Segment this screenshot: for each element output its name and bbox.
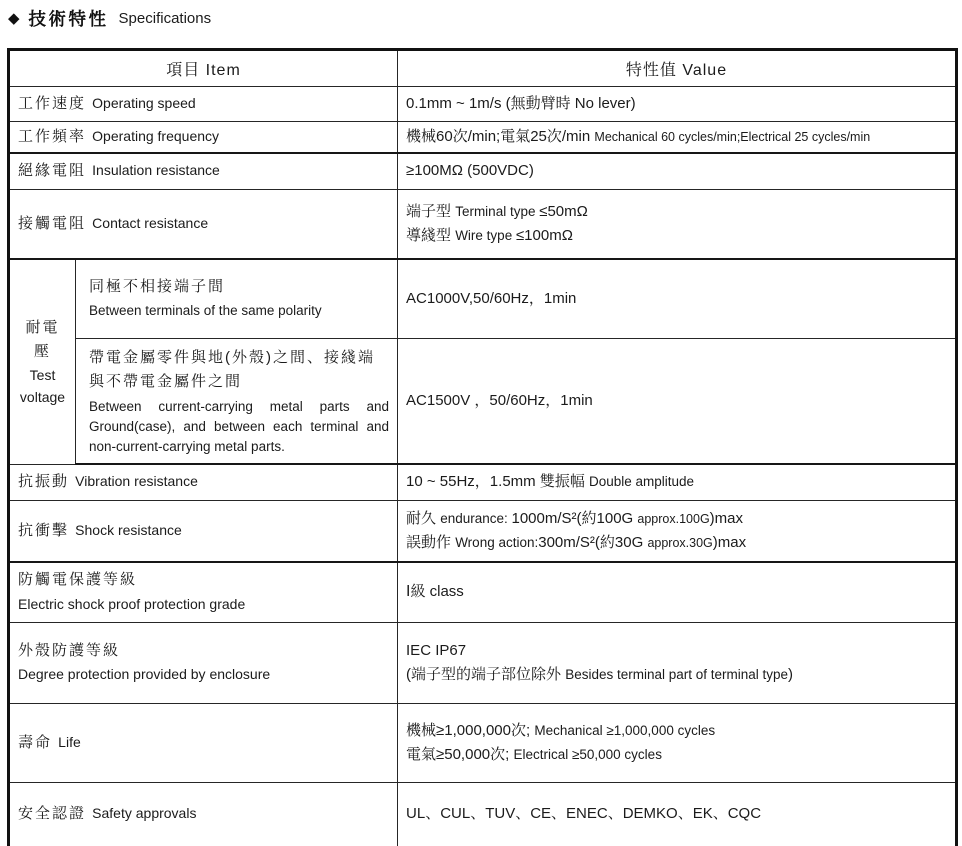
value-vibration-resistance-line (406, 470, 947, 494)
text-segment: approx.100G (637, 511, 710, 526)
item-current-carrying-parts-line (89, 397, 389, 456)
page-title-en: Specifications (118, 10, 212, 27)
text-segment: 電氣≥50,000次; (406, 745, 514, 763)
text-segment: Mechanical ≥1,000,000 cycles (534, 722, 716, 738)
text-segment: Double amplitude (589, 474, 695, 490)
table-row-shock-resistance (9, 500, 957, 562)
item-shock-resistance (9, 500, 398, 562)
value-contact-resistance-line (406, 200, 947, 224)
text-segment: 同極不相接端子間 (89, 277, 226, 295)
text-segment: )max (712, 534, 747, 552)
group-label-line: 耐電壓 (25, 318, 60, 360)
text-segment: ≤50mΩ (539, 202, 588, 220)
value-electric-shock-proof-grade-line (406, 580, 947, 604)
value-current-carrying-parts (398, 338, 957, 464)
text-segment: 導綫型 (406, 227, 456, 245)
text-segment: 耐久 (406, 509, 441, 527)
value-insulation-resistance-line (406, 159, 947, 183)
table-row-life (9, 703, 957, 782)
text-segment: 防觸電保護等級 (18, 571, 138, 589)
text-segment: Electrical ≥50,000 cycles (513, 746, 662, 762)
table-row-operating-speed (9, 87, 957, 122)
value-safety-approvals-line (406, 802, 947, 826)
table-row-same-polarity (9, 259, 957, 338)
text-segment: ≤100mΩ (515, 227, 573, 245)
diamond-icon: ◆ (8, 10, 20, 27)
value-shock-resistance (398, 500, 957, 562)
value-enclosure-protection-degree (398, 622, 957, 703)
text-segment: Ⅰ級 class (406, 583, 464, 601)
item-shock-resistance-line (18, 519, 389, 543)
text-segment: 壽命 (18, 733, 59, 751)
text-segment: Between current-carrying metal parts and Ground(case), and between each terminal and non-current-carrying metal parts. (89, 399, 389, 454)
item-electric-shock-proof-grade-line (18, 593, 389, 617)
text-segment: 與不帶電金屬件之間 (89, 372, 243, 390)
value-current-carrying-parts-line (406, 389, 947, 413)
spec-table-body (9, 87, 957, 846)
table-row-vibration-resistance (9, 464, 957, 500)
item-same-polarity-line (89, 299, 389, 323)
page-title (8, 6, 211, 31)
spec-table (7, 48, 958, 846)
text-segment: 誤動作 (406, 534, 456, 552)
item-operating-frequency (9, 122, 398, 154)
text-segment: 安全認證 (18, 805, 93, 823)
table-row-current-carrying-parts (9, 338, 957, 464)
text-segment: 抗衝擊 (18, 521, 76, 539)
text-segment: Between terminals of the same polarity (89, 303, 322, 319)
item-life-line (18, 731, 389, 755)
item-current-carrying-parts (76, 338, 398, 464)
value-contact-resistance (398, 189, 957, 259)
text-segment: endurance: (440, 510, 512, 526)
value-life-line (406, 743, 947, 767)
item-same-polarity-line (89, 275, 389, 299)
text-segment: 外殼防護等級 (18, 641, 121, 659)
text-segment: 絕緣電阻 (18, 162, 93, 180)
text-segment: Terminal type (455, 203, 540, 219)
text-segment: 抗振動 (18, 473, 76, 491)
text-segment: UL、CUL、TUV、CE、ENEC、DEMKO、EK、CQC (406, 805, 762, 823)
text-segment: 接觸電阻 (18, 214, 93, 232)
value-life (398, 703, 957, 782)
table-row-enclosure-protection-degree (9, 622, 957, 703)
value-operating-speed (398, 87, 957, 122)
text-segment: Operating speed (92, 94, 196, 111)
value-insulation-resistance (398, 153, 957, 189)
text-segment: 0.1mm ~ 1m/s (無動臂時 No lever) (406, 94, 636, 112)
item-operating-speed-line (18, 92, 389, 116)
text-segment: ≥100MΩ (500VDC) (406, 162, 534, 180)
text-segment: ) (788, 665, 794, 683)
value-life-line (406, 719, 947, 743)
text-segment: 10 ~ 55Hz，1.5mm 雙振幅 (406, 473, 589, 491)
value-safety-approvals (398, 782, 957, 846)
item-contact-resistance (9, 189, 398, 259)
item-operating-frequency-line (18, 125, 389, 149)
text-segment: AC1000V,50/60Hz，1min (406, 289, 577, 307)
value-enclosure-protection-degree-line (406, 639, 947, 663)
value-operating-frequency (398, 122, 957, 154)
item-enclosure-protection-degree-line (18, 639, 389, 663)
table-row-safety-approvals (9, 782, 957, 846)
item-operating-speed (9, 87, 398, 122)
value-operating-frequency-line (406, 125, 947, 149)
text-segment: Insulation resistance (92, 162, 220, 179)
item-safety-approvals-line (18, 802, 389, 826)
item-current-carrying-parts-line (89, 346, 389, 370)
text-segment: Contact resistance (92, 214, 209, 231)
text-segment: Wire type (455, 228, 516, 244)
value-same-polarity (398, 259, 957, 338)
text-segment: 機械≥1,000,000次; (406, 721, 535, 739)
item-electric-shock-proof-grade-line (18, 568, 389, 592)
group-label-test-voltage (9, 259, 76, 464)
item-enclosure-protection-degree-line (18, 663, 389, 687)
item-safety-approvals (9, 782, 398, 846)
item-life (9, 703, 398, 782)
col-header-item: 項目 Item (9, 50, 398, 87)
text-segment: Safety approvals (92, 805, 197, 822)
text-segment: AC1500V ，50/60Hz，1min (406, 391, 593, 409)
value-enclosure-protection-degree-line (406, 663, 947, 687)
item-contact-resistance-line (18, 212, 389, 236)
table-header-row (9, 50, 957, 87)
table-row-contact-resistance (9, 189, 957, 259)
text-segment: 工作頻率 (18, 128, 93, 145)
item-insulation-resistance-line (18, 159, 389, 183)
value-shock-resistance-line (406, 507, 947, 531)
text-segment: 工作速度 (18, 94, 93, 112)
text-segment: (端子型的端子部位除外 (406, 665, 566, 683)
item-electric-shock-proof-grade (9, 562, 398, 622)
item-insulation-resistance (9, 153, 398, 189)
value-vibration-resistance (398, 464, 957, 500)
value-contact-resistance-line (406, 224, 947, 248)
value-electric-shock-proof-grade (398, 562, 957, 622)
item-vibration-resistance (9, 464, 398, 500)
value-operating-speed-line (406, 92, 947, 116)
text-segment: )max (709, 509, 744, 527)
text-segment: Life (58, 733, 81, 750)
text-segment: IEC IP67 (406, 641, 467, 659)
item-same-polarity (76, 259, 398, 338)
value-same-polarity-line (406, 287, 947, 311)
item-current-carrying-parts-line (89, 370, 389, 394)
text-segment: Degree protection provided by enclosure (18, 665, 271, 682)
group-label-line: Test (29, 366, 56, 383)
text-segment: Shock resistance (75, 521, 182, 538)
text-segment: Besides terminal part of terminal type (565, 666, 789, 682)
item-vibration-resistance-line (18, 470, 389, 494)
text-segment: Operating frequency (92, 128, 220, 144)
text-segment: Electric shock proof protection grade (18, 595, 246, 612)
text-segment: Mechanical 60 cycles/min;Electrical 25 cycles/min (594, 130, 871, 144)
value-shock-resistance-line (406, 531, 947, 555)
text-segment: 300m/S²(約30G (538, 534, 648, 552)
table-row-insulation-resistance (9, 153, 957, 189)
table-row-electric-shock-proof-grade (9, 562, 957, 622)
page-title-zh: 技術特性 (28, 9, 109, 29)
text-segment: 端子型 (406, 202, 456, 220)
text-segment: 1000m/S²(約100G (511, 509, 638, 527)
text-segment: 機械60次/min;電氣25次/min (406, 128, 595, 145)
group-label-line: voltage (19, 389, 66, 406)
text-segment: Vibration resistance (75, 473, 198, 490)
item-enclosure-protection-degree (9, 622, 398, 703)
table-row-operating-frequency (9, 122, 957, 154)
text-segment: Wrong action: (455, 535, 539, 551)
text-segment: 帶電金屬零件與地(外殼)之間、接綫端 (89, 348, 375, 366)
text-segment: approx.30G (647, 536, 713, 551)
col-header-value: 特性值 Value (398, 50, 957, 87)
